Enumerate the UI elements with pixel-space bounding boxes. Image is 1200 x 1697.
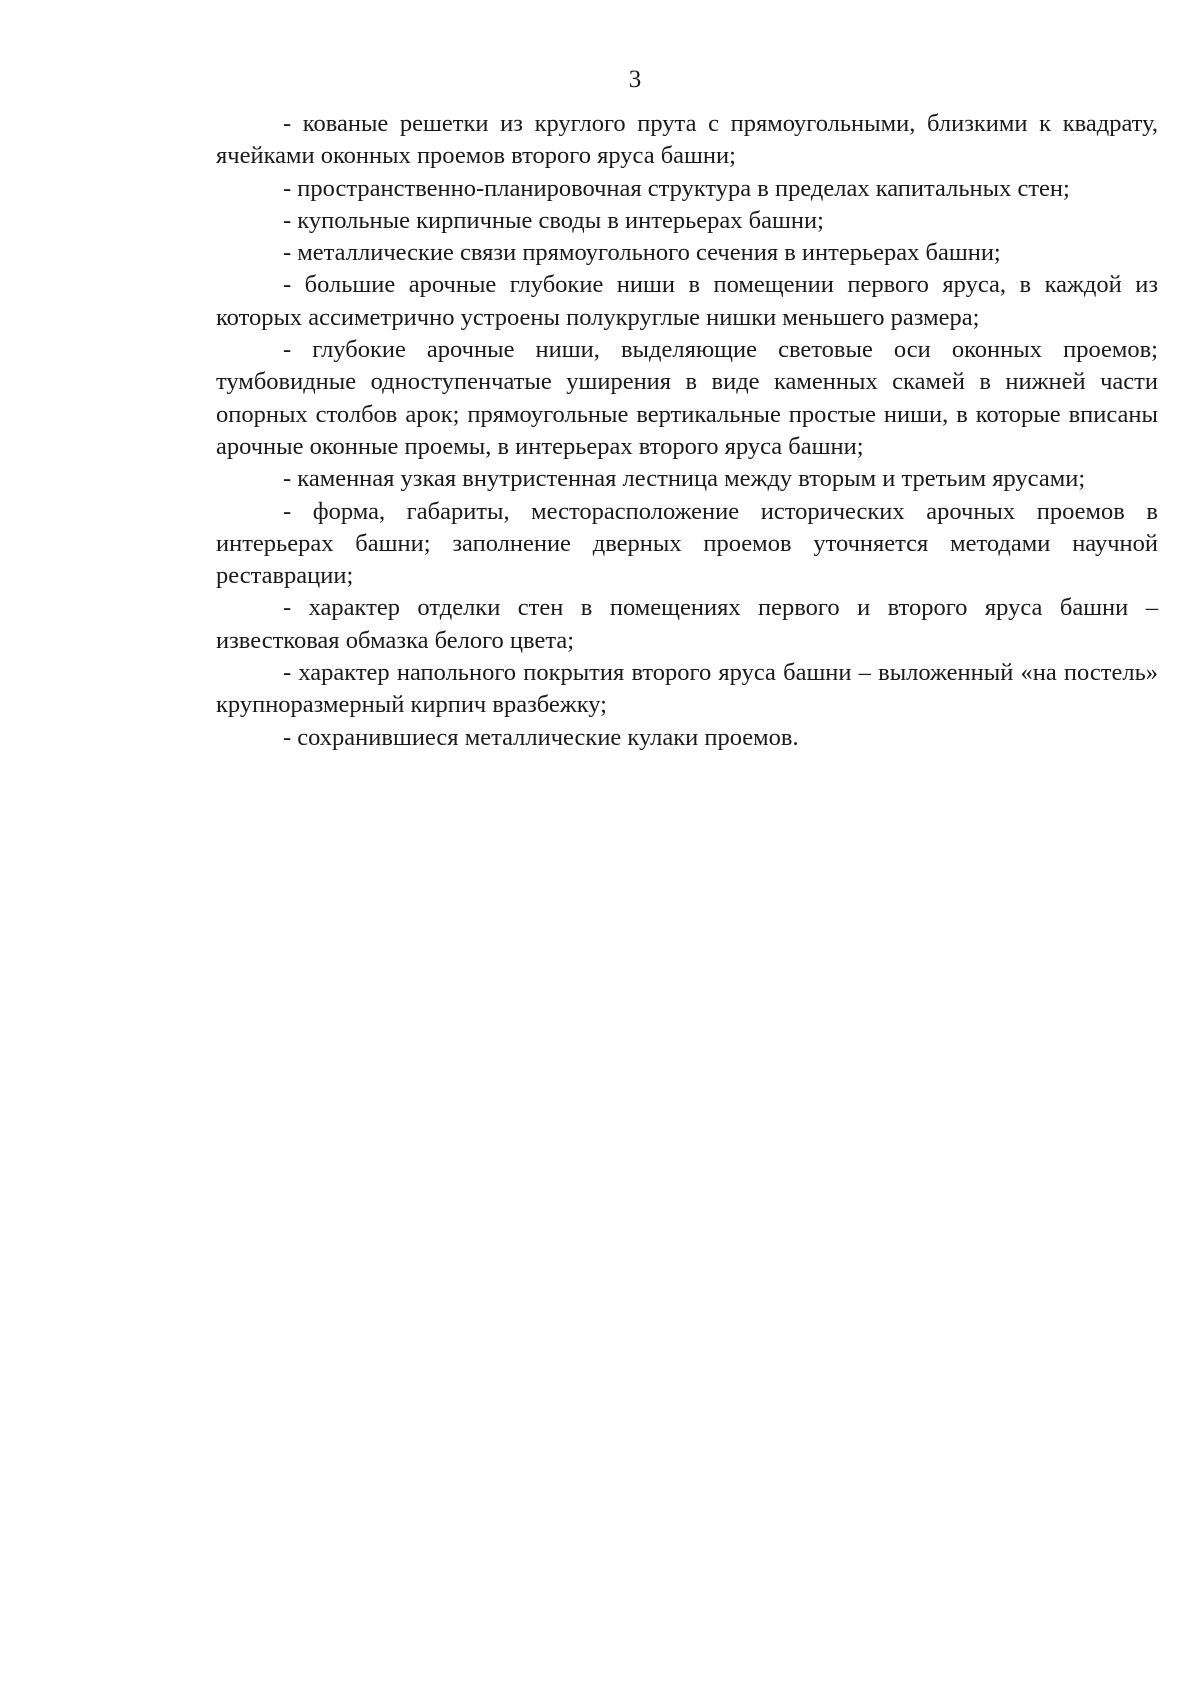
- list-item: - форма, габариты, месторасположение исторических арочных проемов в интерьерах башни; заполнение дверных проемов уточняется методами научной реставрации;: [216, 497, 1158, 590]
- list-item: - глубокие арочные ниши, выделяющие световые оси оконных проемов; тумбовидные одноступенчатые уширения в виде каменных скамей в нижней части опорных столбов арок; прямоугольные вертикальные простые ниши, в которые вписаны арочные оконные проемы, в интерьерах второго яруса башни;: [216, 336, 1158, 460]
- list-item: - купольные кирпичные своды в интерьерах башни;: [283, 206, 824, 234]
- list-item: - большие арочные глубокие ниши в помещении первого яруса, в каждой из которых ассиметрично устроены полукруглые нишки меньшего размера;: [216, 271, 1158, 331]
- list-item: - каменная узкая внутристенная лестница между вторым и третьим ярусами;: [283, 465, 1086, 493]
- list-item: - пространственно-планировочная структура в пределах капитальных стен;: [283, 174, 1070, 202]
- list-item: - кованые решетки из круглого прута с прямоугольными, близкими к квадрату, ячейками оконных проемов второго яруса башни;: [216, 110, 1158, 170]
- page-number: 3: [628, 66, 642, 93]
- list-item: - металлические связи прямоугольного сечения в интерьерах башни;: [283, 239, 1001, 267]
- list-item: - характер напольного покрытия второго яруса башни – выложенный «на постель» крупноразмерный кирпич вразбежку;: [216, 659, 1158, 719]
- list-item: - сохранившиеся металлические кулаки проемов.: [283, 723, 799, 751]
- list-item: - характер отделки стен в помещениях первого и второго яруса башни – известковая обмазка белого цвета;: [216, 594, 1158, 654]
- document-body: [216, 108, 1158, 754]
